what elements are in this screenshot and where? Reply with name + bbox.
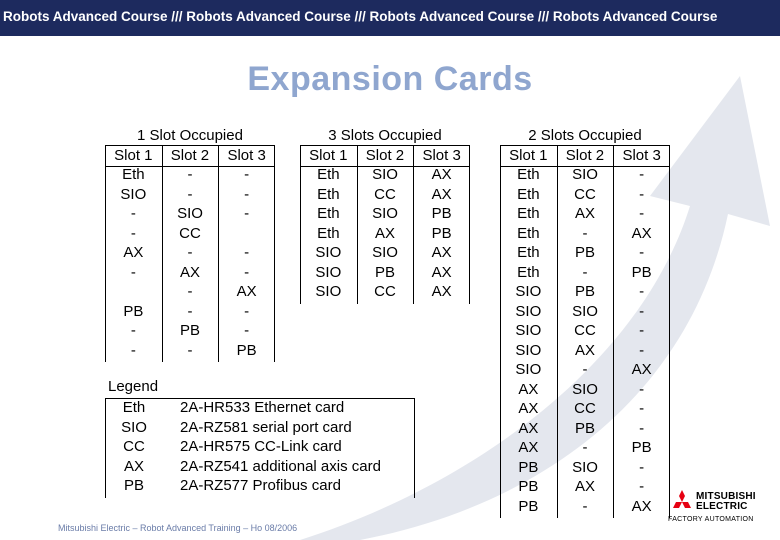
legend-code: CC	[123, 438, 145, 456]
slot-header: Slot 3	[622, 147, 661, 164]
table-grid-line	[357, 145, 358, 304]
slot-cell: AX	[518, 380, 539, 398]
slot-cell: AX	[179, 263, 200, 281]
slot-header: Slot 1	[309, 147, 348, 164]
table-row	[500, 438, 670, 458]
slot-cell: -	[639, 400, 645, 417]
table-row	[500, 360, 670, 380]
slot-cell: -	[187, 185, 193, 203]
slot-cell: SIO	[572, 302, 598, 320]
slot-cell: SIO	[315, 283, 342, 300]
slot-cell: PB	[631, 263, 652, 281]
slot-cell	[218, 224, 275, 244]
slot-cell: SIO	[120, 185, 147, 203]
slot-cell: SIO	[515, 341, 542, 359]
slot-cell: SIO	[572, 458, 598, 476]
slot-cell: SIO	[372, 166, 398, 183]
table-row	[105, 263, 275, 283]
slot-cell: -	[582, 263, 588, 281]
slot-cell: AX	[518, 439, 539, 456]
page-title: Expansion Cards	[247, 60, 533, 98]
slot-header: Slot 2	[170, 147, 210, 164]
slot-cell: Eth	[517, 166, 540, 183]
slot-cell: -	[244, 263, 250, 281]
slot-cell: -	[639, 244, 645, 261]
slot-cell: SIO	[315, 263, 342, 281]
slot-cell: Eth	[517, 244, 540, 261]
table-row	[500, 165, 670, 185]
slot-cell: -	[639, 322, 645, 339]
table-row	[500, 321, 670, 341]
table-grid-line	[274, 145, 275, 362]
slot-cell: -	[187, 244, 193, 261]
table-row	[500, 497, 670, 517]
slot-cell: -	[639, 419, 645, 437]
table-row	[500, 380, 670, 400]
three-diamonds-icon	[670, 490, 694, 514]
slot-cell: Eth	[317, 185, 340, 203]
slot-cell: AX	[431, 185, 452, 203]
slot-header: Slot 1	[509, 147, 548, 164]
table-row	[500, 282, 670, 302]
slot-cell: -	[130, 341, 136, 359]
slot-header: Slot 2	[565, 147, 605, 164]
slot-cell: CC	[574, 400, 596, 417]
slot-cell: PB	[574, 419, 595, 437]
slot-cell: Eth	[517, 185, 540, 203]
slot-cell: CC	[374, 185, 396, 203]
slot-cell: -	[244, 302, 250, 320]
legend-title: Legend	[108, 378, 159, 395]
slot-cell: SIO	[572, 166, 598, 183]
slot-cell: -	[639, 205, 645, 222]
slot-cell: PB	[574, 244, 595, 261]
slot-header: Slot 1	[114, 147, 153, 164]
slot-cell: CC	[374, 283, 396, 300]
slot-cell: AX	[518, 400, 539, 417]
legend-description: 2A-RZ541 additional axis card	[180, 457, 381, 475]
slot-cell: SIO	[177, 205, 203, 222]
slot-cell: -	[187, 302, 193, 320]
table-row	[105, 302, 275, 322]
table-row	[105, 165, 275, 185]
slot-cell: SIO	[372, 205, 398, 222]
legend-description: 2A-RZ581 serial port card	[180, 418, 352, 436]
table-row	[500, 477, 670, 497]
slot-cell: -	[187, 283, 193, 300]
slot-cell: CC	[574, 322, 596, 339]
table-row	[300, 204, 470, 224]
slot-cell: PB	[123, 302, 144, 320]
slot-cell: -	[639, 458, 645, 476]
slot-cell: -	[582, 439, 588, 456]
slot-cell: AX	[631, 361, 652, 378]
table-row	[105, 185, 275, 205]
table-row	[300, 165, 470, 185]
legend-item	[105, 476, 415, 496]
table-row	[300, 243, 470, 263]
slot-cell: AX	[374, 224, 395, 242]
table-row	[105, 204, 275, 224]
slot-cell: -	[639, 166, 645, 183]
slot-cell: PB	[518, 497, 539, 515]
table-row	[300, 224, 470, 244]
slot-cell: -	[582, 361, 588, 378]
footer-text: Mitsubishi Electric – Robot Advanced Training – Ho 08/2006	[58, 523, 298, 533]
slot-cell: -	[130, 263, 136, 281]
slot-cell: Eth	[317, 224, 340, 242]
slot-cell: -	[130, 205, 136, 222]
table-grid-line	[613, 145, 614, 518]
table-grid-line	[500, 145, 501, 518]
slot-cell: SIO	[515, 361, 542, 378]
table-row	[500, 263, 670, 283]
slot-cell	[105, 282, 162, 302]
slot-cell: AX	[236, 283, 257, 300]
slot-cell: -	[582, 224, 588, 242]
slot-cell: Eth	[517, 263, 540, 281]
slot-cell: CC	[179, 224, 201, 242]
slot-cell: PB	[431, 224, 452, 242]
table-row	[300, 282, 470, 302]
slot-cell: -	[130, 322, 136, 339]
table-row	[500, 224, 670, 244]
slot-cell: -	[639, 341, 645, 359]
slot-cell: AX	[431, 283, 452, 300]
slot-header-row	[300, 145, 470, 167]
slot-cell: AX	[123, 244, 144, 261]
table-grid-line	[162, 145, 163, 362]
slot-cell: CC	[574, 185, 596, 203]
banner-text: Robots Advanced Course /// Robots Advanced Course /// Robots Advanced Course /// Robots Advanced Course	[3, 9, 718, 24]
slot-cell: PB	[179, 322, 200, 339]
slot-cell: AX	[431, 244, 452, 261]
slot-cell: -	[639, 380, 645, 398]
logo-subtitle: FACTORY AUTOMATION	[668, 516, 754, 523]
legend-rule	[105, 398, 415, 399]
slot-cell: AX	[518, 419, 539, 437]
slot-cell: PB	[374, 263, 395, 281]
legend-code: Eth	[122, 399, 146, 416]
table-grid-line	[300, 145, 301, 304]
legend-rule	[414, 398, 415, 498]
slot-cell: PB	[631, 439, 652, 456]
slot-cell: Eth	[122, 166, 145, 183]
slot-cell: -	[130, 224, 136, 242]
slot-cell: -	[187, 341, 193, 359]
slot-cell: -	[582, 497, 588, 515]
slot-cell: Eth	[517, 224, 540, 242]
slot-cell: AX	[574, 478, 595, 495]
slot-header: Slot 3	[227, 147, 266, 164]
legend-rule	[105, 398, 106, 498]
legend-code: AX	[123, 457, 144, 475]
legend-description: 2A-RZ577 Profibus card	[180, 477, 341, 495]
slot-cell: -	[639, 283, 645, 300]
group-title: 3 Slots Occupied	[328, 127, 442, 144]
slot-cell: PB	[574, 283, 595, 300]
table-row	[105, 321, 275, 341]
table-row	[500, 399, 670, 419]
slot-cell: -	[639, 478, 645, 495]
slot-cell: -	[244, 185, 250, 203]
slot-cell: -	[244, 205, 250, 222]
table-grid-line	[218, 145, 219, 362]
legend-item	[105, 437, 415, 457]
group-title: 2 Slots Occupied	[528, 127, 642, 144]
slot-cell: SIO	[515, 283, 542, 300]
legend-code: PB	[123, 477, 144, 495]
slot-header-row	[105, 145, 275, 167]
course-banner	[0, 0, 780, 36]
table-grid-line	[557, 145, 558, 518]
slot-header: Slot 3	[422, 147, 461, 164]
slot-cell: -	[187, 166, 193, 183]
slot-cell: Eth	[517, 205, 540, 222]
table-grid-line	[105, 145, 106, 362]
legend-code: SIO	[121, 418, 147, 436]
slot-cell: AX	[574, 205, 595, 222]
slot-header-row	[500, 145, 670, 167]
legend-item	[105, 457, 415, 477]
table-row	[500, 204, 670, 224]
slot-cell: AX	[574, 341, 595, 359]
table-row	[500, 243, 670, 263]
slot-cell: -	[639, 302, 645, 320]
slot-cell: Eth	[317, 205, 340, 222]
slot-cell: PB	[518, 478, 539, 495]
slot-cell: PB	[236, 341, 257, 359]
slot-cell: SIO	[315, 244, 342, 261]
slot-cell: -	[639, 185, 645, 203]
slot-cell: SIO	[572, 380, 598, 398]
slot-cell: AX	[431, 166, 452, 183]
slot-cell: AX	[631, 224, 652, 242]
mitsubishi-logo	[668, 490, 778, 530]
table-row	[300, 185, 470, 205]
table-grid-line	[669, 145, 670, 518]
table-row	[105, 282, 275, 302]
slot-cell: Eth	[317, 166, 340, 183]
slot-cell: SIO	[515, 302, 542, 320]
logo-line2: ELECTRIC	[696, 501, 748, 512]
group-title: 1 Slot Occupied	[137, 127, 243, 144]
logo-line1: MITSUBISHI	[696, 491, 756, 502]
table-row	[500, 419, 670, 439]
slot-cell: -	[244, 244, 250, 261]
table-grid-line	[469, 145, 470, 304]
slot-cell: -	[244, 166, 250, 183]
table-row	[105, 341, 275, 361]
slot-cell: PB	[518, 458, 539, 476]
slot-cell: -	[244, 322, 250, 339]
legend-item	[105, 418, 415, 438]
table-grid-line	[413, 145, 414, 304]
slot-cell: SIO	[372, 244, 398, 261]
slot-cell: PB	[431, 205, 452, 222]
legend-item	[105, 398, 415, 418]
table-row	[500, 302, 670, 322]
legend-description: 2A-HR533 Ethernet card	[180, 399, 345, 416]
legend-description: 2A-HR575 CC-Link card	[180, 438, 342, 456]
slot-cell: AX	[631, 497, 652, 515]
slot-header: Slot 2	[365, 147, 405, 164]
table-row	[500, 458, 670, 478]
table-row	[500, 341, 670, 361]
table-row	[105, 224, 275, 244]
table-row	[500, 185, 670, 205]
table-row	[105, 243, 275, 263]
slot-cell: SIO	[515, 322, 542, 339]
table-row	[300, 263, 470, 283]
slot-cell: AX	[431, 263, 452, 281]
